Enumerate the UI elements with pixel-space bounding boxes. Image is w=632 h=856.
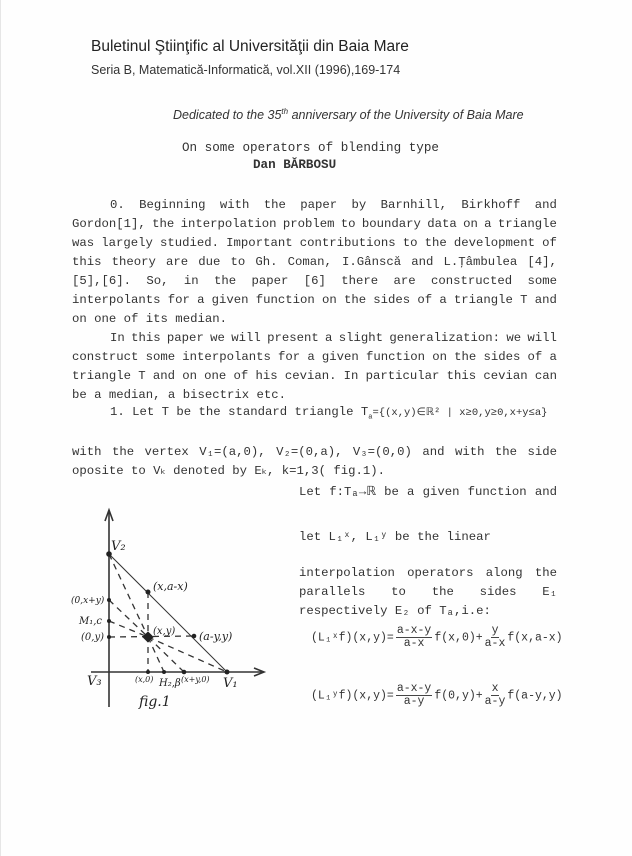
word: largely xyxy=(101,236,153,250)
word: a xyxy=(197,293,205,307)
dashed-line xyxy=(109,600,148,637)
denominator: a-x xyxy=(484,637,506,650)
word: problem xyxy=(282,217,335,231)
label-v3: V₃ xyxy=(87,674,102,689)
word: some xyxy=(527,274,557,288)
word: to xyxy=(391,585,406,599)
label-xy: (x,y) xyxy=(153,626,176,637)
word: studied. xyxy=(160,236,220,250)
word: can xyxy=(534,369,557,383)
word: we xyxy=(210,331,225,345)
word: to xyxy=(340,217,356,231)
word: of xyxy=(417,293,433,307)
word: In xyxy=(343,369,359,383)
formula-lhs: (L₁ˣf)(x,y)= xyxy=(311,631,394,645)
word: on xyxy=(321,293,337,307)
word: [5],[6]. xyxy=(72,274,132,288)
word: with xyxy=(454,445,485,459)
word: one xyxy=(204,369,227,383)
word: interpolation xyxy=(299,566,395,580)
denominator: a-y xyxy=(403,695,425,708)
word: for xyxy=(278,350,301,364)
word: Coman, xyxy=(287,255,332,269)
word: Let xyxy=(299,485,322,499)
word: a xyxy=(307,350,315,364)
word: the xyxy=(152,217,175,231)
label-v1: V₁ xyxy=(223,676,238,691)
word: present xyxy=(267,331,319,345)
formula-term: f(a-y,y) xyxy=(507,689,563,703)
word: Barnhill, xyxy=(380,198,448,212)
word: 0. xyxy=(110,198,125,212)
word: [6] xyxy=(303,274,326,288)
word: was xyxy=(72,236,95,250)
numerator: x xyxy=(491,682,499,695)
word: will xyxy=(231,331,261,345)
figure-caption: fig.1 xyxy=(139,694,171,710)
word: and xyxy=(534,485,557,499)
word: to xyxy=(402,236,418,250)
word: L.Ţâmbulea xyxy=(443,255,518,269)
text-line: oposite to Vₖ denoted by Eₖ, k=1,3( fig.1). xyxy=(72,464,386,478)
word: his xyxy=(255,369,278,383)
word: In xyxy=(110,331,125,345)
denominator: a-y xyxy=(484,695,506,708)
word: Beginning xyxy=(139,198,206,212)
word: parallels xyxy=(299,585,366,599)
word: the xyxy=(263,198,286,212)
word: we xyxy=(506,331,522,345)
word: E₁ xyxy=(542,585,557,599)
word: of xyxy=(527,350,543,364)
word: generalization: xyxy=(389,331,501,345)
point-h2b xyxy=(162,670,166,674)
word: vertex xyxy=(144,445,189,459)
label-v2: V₂ xyxy=(111,539,126,554)
subscript: a xyxy=(368,413,373,422)
dedication-sup: th xyxy=(281,107,289,116)
point-0-y xyxy=(107,635,111,639)
text-line: be a median, a bisectrix etc. xyxy=(72,388,287,402)
word: slight xyxy=(338,331,384,345)
word: this xyxy=(131,331,161,345)
word: this xyxy=(446,369,477,383)
word: some xyxy=(145,350,176,364)
word: will xyxy=(527,331,557,345)
word: in xyxy=(183,274,199,288)
label-x0: (x,0) xyxy=(135,675,154,684)
word: a xyxy=(325,331,333,345)
word: f:Tₐ→ℝ xyxy=(329,485,376,499)
word: be xyxy=(384,485,399,499)
word: a xyxy=(407,485,415,499)
word: the xyxy=(213,274,237,288)
word: development xyxy=(453,236,536,250)
label-x-ax: (x,a-x) xyxy=(153,580,188,593)
word: of xyxy=(542,236,557,250)
dashed-line xyxy=(109,554,148,637)
word: interpolation xyxy=(180,217,277,231)
text-line: 1. Let T be the standard triangle T xyxy=(110,405,369,419)
word: to xyxy=(230,255,246,269)
word: on xyxy=(432,350,447,364)
word: T xyxy=(520,293,528,307)
word: V₂=(0,a), xyxy=(276,445,343,459)
journal-name: Buletinul Ştiinţific al Universităţii din Baia Mare xyxy=(91,38,409,55)
word: interpolants xyxy=(182,350,271,364)
word: function xyxy=(467,485,527,499)
denominator: a-x xyxy=(403,637,425,650)
word: on xyxy=(463,217,478,231)
word: cevian. xyxy=(284,369,337,383)
dashed-line xyxy=(148,637,164,672)
word: with xyxy=(219,198,250,212)
formula-term: f(0,y)+ xyxy=(434,689,483,703)
word: the xyxy=(111,445,135,459)
text-line: let L₁ˣ, L₁ʸ be the linear xyxy=(299,530,491,544)
word: triangle xyxy=(453,293,513,307)
word: construct xyxy=(72,350,139,364)
word: on xyxy=(182,369,197,383)
word: data xyxy=(427,217,457,231)
word: So, xyxy=(146,274,169,288)
word: triangle xyxy=(72,369,132,383)
word: Gh. xyxy=(255,255,278,269)
point-xy0 xyxy=(182,670,187,675)
word: there xyxy=(341,274,379,288)
point-0-xy xyxy=(107,598,111,602)
label-0-y: (0,y) xyxy=(81,632,104,643)
figure-1 xyxy=(1,0,632,856)
point-v1 xyxy=(225,670,230,675)
word: paper xyxy=(300,198,338,212)
word: given xyxy=(321,350,359,364)
word: sides xyxy=(479,585,517,599)
numerator: a-x-y xyxy=(396,682,432,695)
word: for xyxy=(167,293,190,307)
word: V₃=(0,0) xyxy=(352,445,412,459)
word: of xyxy=(233,369,249,383)
word: interpolants xyxy=(72,293,161,307)
word: and xyxy=(152,369,175,383)
word: boundary xyxy=(361,217,421,231)
word: and xyxy=(534,293,557,307)
text-line: on one of its median. xyxy=(72,312,227,326)
point-m1c xyxy=(107,619,111,623)
word: cevian xyxy=(483,369,528,383)
word: operators xyxy=(407,566,474,580)
word: function xyxy=(365,350,426,364)
point-x-ax xyxy=(146,590,151,595)
paper-title: On some operators of blending type xyxy=(182,141,439,155)
label-0-xy: (0,x+y) xyxy=(71,596,105,606)
point-x0 xyxy=(146,670,150,674)
word: and xyxy=(422,445,445,459)
word: the xyxy=(534,566,557,580)
label-m1c: M₁,c xyxy=(79,616,103,627)
label-xy0: (x+y,0) xyxy=(181,675,210,684)
word: V₁=(a,0), xyxy=(199,445,266,459)
point-ay-y xyxy=(192,634,197,639)
paper-author: Dan BĂRBOSU xyxy=(253,158,337,172)
word: I.Gânscă xyxy=(342,255,402,269)
formula-term: f(x,a-x) xyxy=(507,631,563,645)
word: side xyxy=(527,445,557,459)
word: and xyxy=(411,255,434,269)
word: the xyxy=(494,445,518,459)
word: [4], xyxy=(527,255,557,269)
word: a xyxy=(484,217,492,231)
formula-term: f(x,0)+ xyxy=(434,631,483,645)
word: the xyxy=(431,585,454,599)
word: are xyxy=(393,274,416,288)
word: function xyxy=(255,293,315,307)
word: the xyxy=(424,236,447,250)
hypotenuse xyxy=(109,554,227,672)
word: along xyxy=(485,566,523,580)
word: and xyxy=(534,198,557,212)
word: Birkhoff xyxy=(461,198,521,212)
formula-lhs: (L₁ʸf)(x,y)= xyxy=(311,689,394,703)
word: given xyxy=(211,293,249,307)
word: due xyxy=(198,255,221,269)
journal-series: Seria B, Matematică-Informatică, vol.XII (1996),169-174 xyxy=(91,63,401,77)
word: theory xyxy=(111,255,156,269)
word: contributions xyxy=(299,236,396,250)
word: a xyxy=(549,350,557,364)
set-definition: ={(x,y)∈ℝ² | x≥0,y≥0,x+y≤a} xyxy=(372,407,548,419)
word: are xyxy=(166,255,189,269)
word: with xyxy=(72,445,102,459)
label-h2b: H₂,β xyxy=(159,678,181,689)
word: sides xyxy=(373,293,411,307)
word: by xyxy=(351,198,367,212)
numerator: y xyxy=(491,624,499,637)
word: triangle xyxy=(497,217,557,231)
word: a xyxy=(439,293,447,307)
numerator: a-x-y xyxy=(396,624,432,637)
word: particular xyxy=(365,369,440,383)
dedication-text: Dedicated to the 35 xyxy=(173,108,282,123)
text-line: respectively E₂ of Tₐ,i.e: xyxy=(299,604,491,618)
word: the xyxy=(343,293,367,307)
word: Important xyxy=(226,236,293,250)
word: this xyxy=(72,255,102,269)
word: paper xyxy=(166,331,204,345)
word: the xyxy=(454,350,477,364)
dedication-text-end: anniversary of the University of Baia Mare xyxy=(288,108,524,123)
word: Gordon[1], xyxy=(72,217,146,231)
word: constructed xyxy=(430,274,513,288)
dashed-line xyxy=(148,637,184,672)
label-ay-y: (a-y,y) xyxy=(199,630,233,643)
word: sides xyxy=(483,350,521,364)
dashed-line xyxy=(109,621,148,637)
word: T xyxy=(138,369,146,383)
word: given xyxy=(422,485,460,499)
word: paper xyxy=(251,274,289,288)
